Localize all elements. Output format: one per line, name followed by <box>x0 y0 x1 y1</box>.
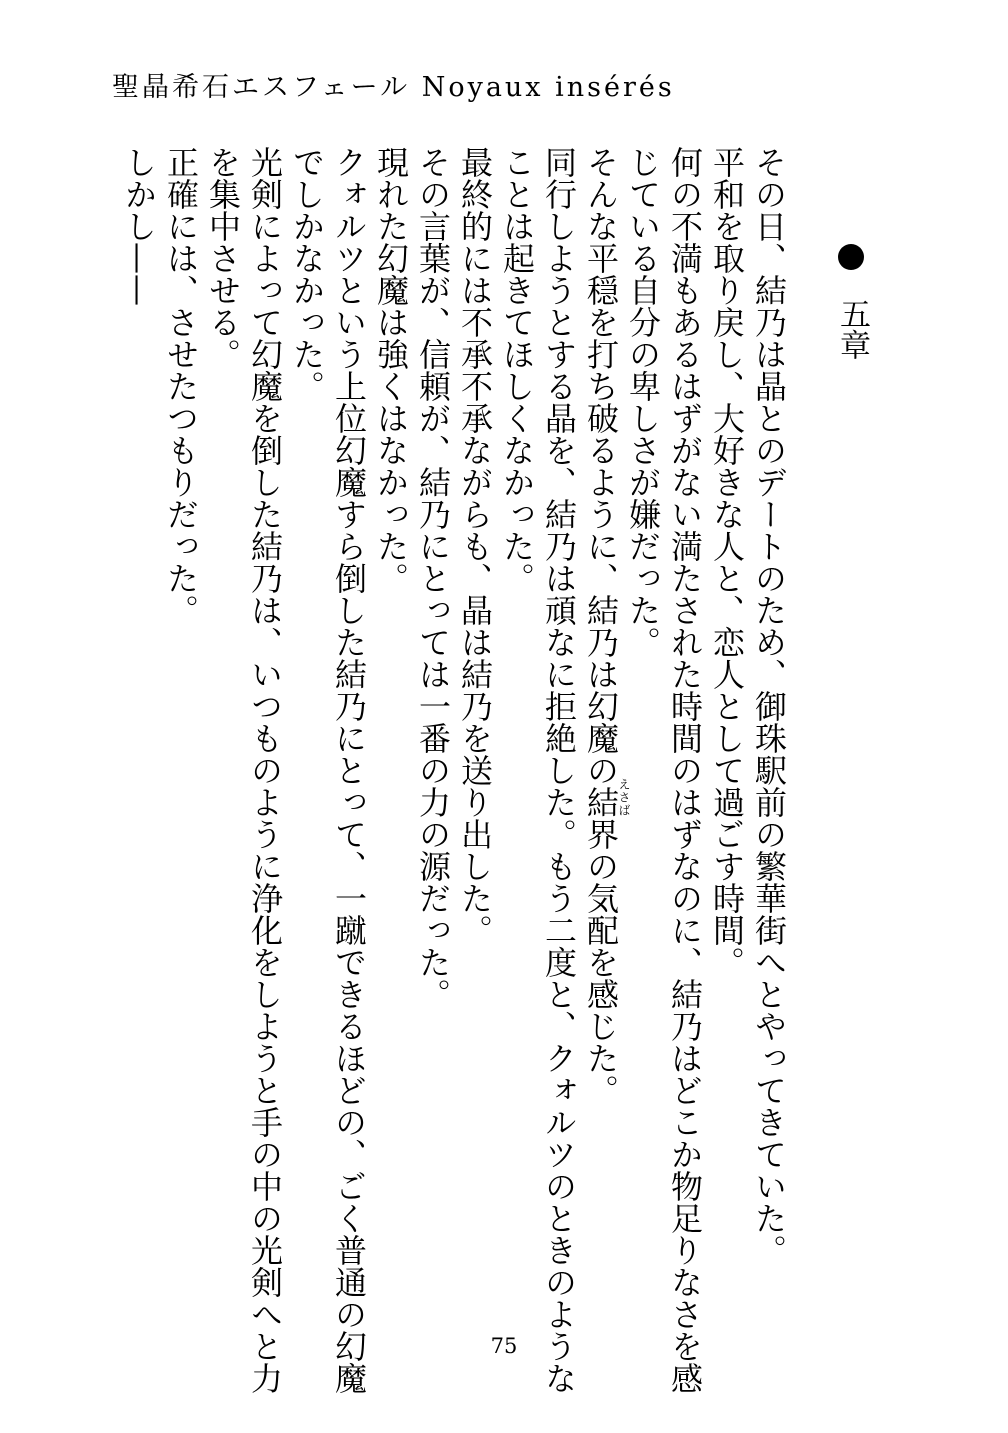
body-column-10: 現れた幻魔は強くはなかった。 <box>372 146 410 594</box>
body-column-9: その言葉が、信頼が、結乃にとっては一番の力の源だった。 <box>414 146 452 1010</box>
body-column-8: 最終的には不承不承ながらも、晶は結乃を送り出した。 <box>456 146 494 946</box>
body-column-14: を集中させる。 <box>204 146 242 370</box>
body-column-11: クォルツという上位幻魔すら倒した結乃にとって、一蹴できるほどの、ごく普通の幻魔 <box>330 146 368 1394</box>
chapter-title: 五章 <box>834 298 870 360</box>
body-column-2: 平和を取り戻し、大好きな人と、恋人として過ごす時間。 <box>708 146 746 978</box>
furigana-annotation: えさば <box>617 778 631 817</box>
body-column-6: 同行しようとする晶を、結乃は頑なに拒絶した。もう二度と、クォルツのときのような <box>540 146 578 1394</box>
body-column-4: じている自分の卑しさが嫌だった。 <box>624 146 662 658</box>
body-column-16: しかし—— <box>120 146 158 306</box>
body-column-3: 何の不満もあるはずがない満たされた時間のはずなのに、結乃はどこか物足りなさを感 <box>666 146 704 1394</box>
body-column-13: 光剣によって幻魔を倒した結乃は、いつものように浄化をしようと手の中の光剣へと力 <box>246 146 284 1394</box>
running-header: 聖晶希石エスフェール Noyaux insérés <box>112 72 675 103</box>
chapter-bullet-icon <box>838 244 864 270</box>
page-number: 75 <box>490 1334 518 1358</box>
body-column-7: ことは起きてほしくなかった。 <box>498 146 536 594</box>
body-column-15: 正確には、させたつもりだった。 <box>162 146 200 626</box>
body-column-12: でしかなかった。 <box>288 146 326 402</box>
body-column-5: そんな平穏を打ち破るように、結乃は幻魔の結界の気配を感じた。 <box>582 146 620 1106</box>
body-column-1: その日、結乃は晶とのデートのため、御珠駅前の繁華街へとやってきていた。 <box>750 146 788 1266</box>
